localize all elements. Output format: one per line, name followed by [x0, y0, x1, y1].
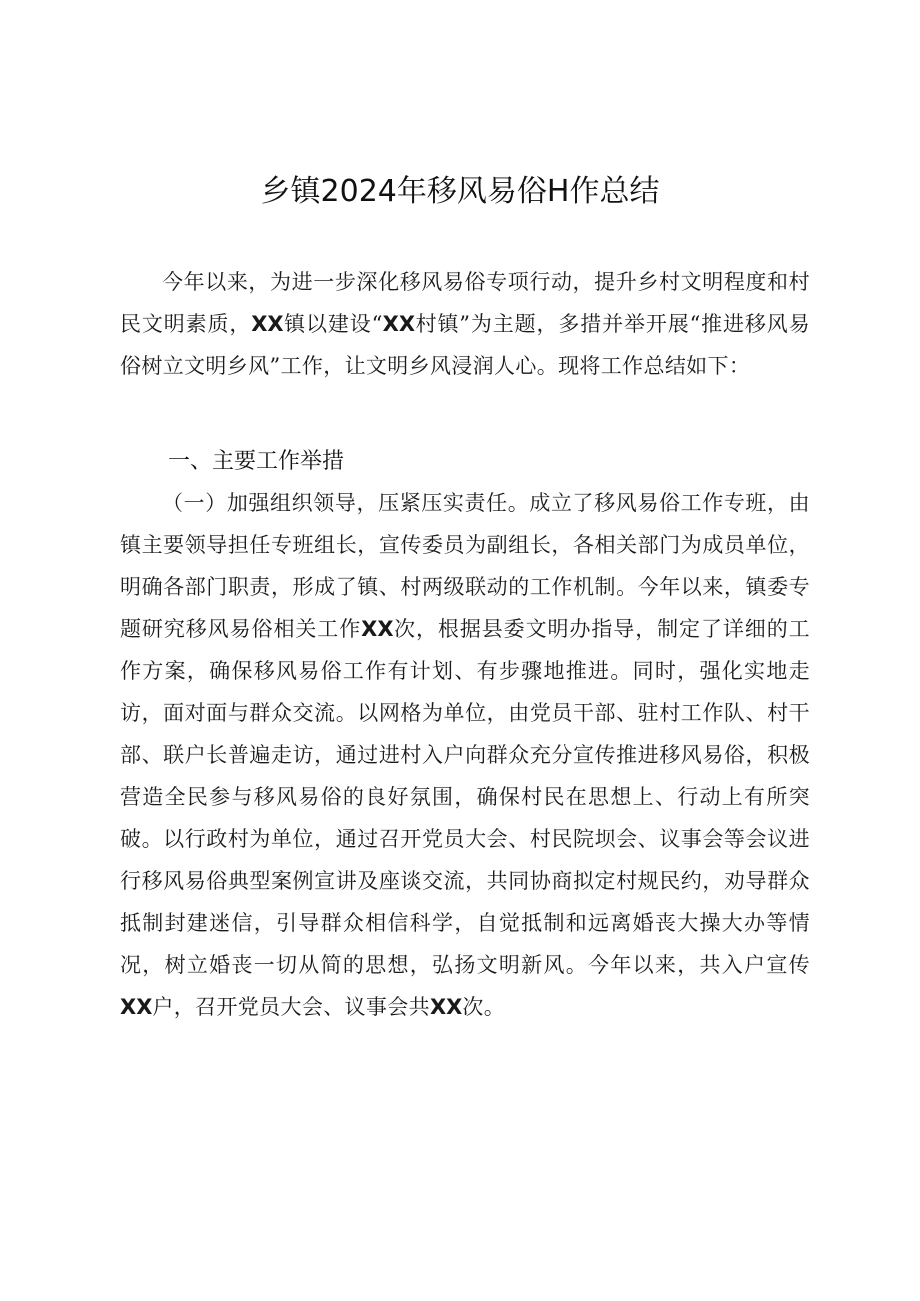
document-title: 乡镇2024年移风易俗H作总结 — [260, 174, 660, 209]
para1-placeholder-3: XX — [429, 995, 463, 1019]
para1-text-3: 户，召开党员大会、议事会共 — [152, 995, 430, 1019]
intro-text-3: 村镇”为主题，多措并举开展“推进移风易俗树立文明乡风”工作，让文明乡风浸润人心。现将工作总结如下： — [120, 312, 810, 378]
paragraph-organization — [120, 482, 810, 1028]
section-heading: 一、主要工作举措 — [168, 449, 345, 474]
intro-placeholder-2: XX — [382, 312, 416, 336]
para1-placeholder-1: XX — [361, 617, 394, 641]
para1-text-1: （一）加强组织领导，压紧压实责任。成立了移风易俗工作专班，由镇主要领导担任专班组长，宣传委员为副组长，各相关部门为成员单位，明确各部门职责，形成了镇、村两级联动的工作机制。今年以来，镇委专题研究移风易俗相关工作 — [120, 491, 810, 641]
para1-placeholder-2: XX — [120, 995, 153, 1019]
para1-text-4: 次。 — [462, 995, 506, 1019]
intro-paragraph — [120, 261, 810, 387]
para1-text-2: 次，根据县委文明办指导，制定了详细的工作方案，确保移风易俗工作有计划、有步骤地推进。同时，强化实地走访，面对面与群众交流。以网格为单位，由党员干部、驻村工作队、村干部、联户长普遍走访，通过进村入户向群众充分宣传推进移风易俗，积极营造全民参与移风易俗的良好氛围，确保村民在思想上、行动上有所突破。以行政村为单位，通过召开党员大会、村民院坝会、议事会等会议进行移风易俗典型案例宣讲及座谈交流，共同协商拟定村规民约，劝导群众抵制封建迷信，引导群众相信科学，自觉抵制和远离婚丧大操大办等情况，树立婚丧一切从简的思想，弘扬文明新风。今年以来，共入户宣传 — [120, 617, 810, 977]
intro-text-2: 镇以建设“ — [283, 312, 383, 336]
intro-placeholder-1: XX — [251, 312, 284, 336]
intro-text-1: 今年以来，为进一步深化移风易俗专项行动，提升乡村文明程度和村民文明素质， — [120, 270, 810, 336]
